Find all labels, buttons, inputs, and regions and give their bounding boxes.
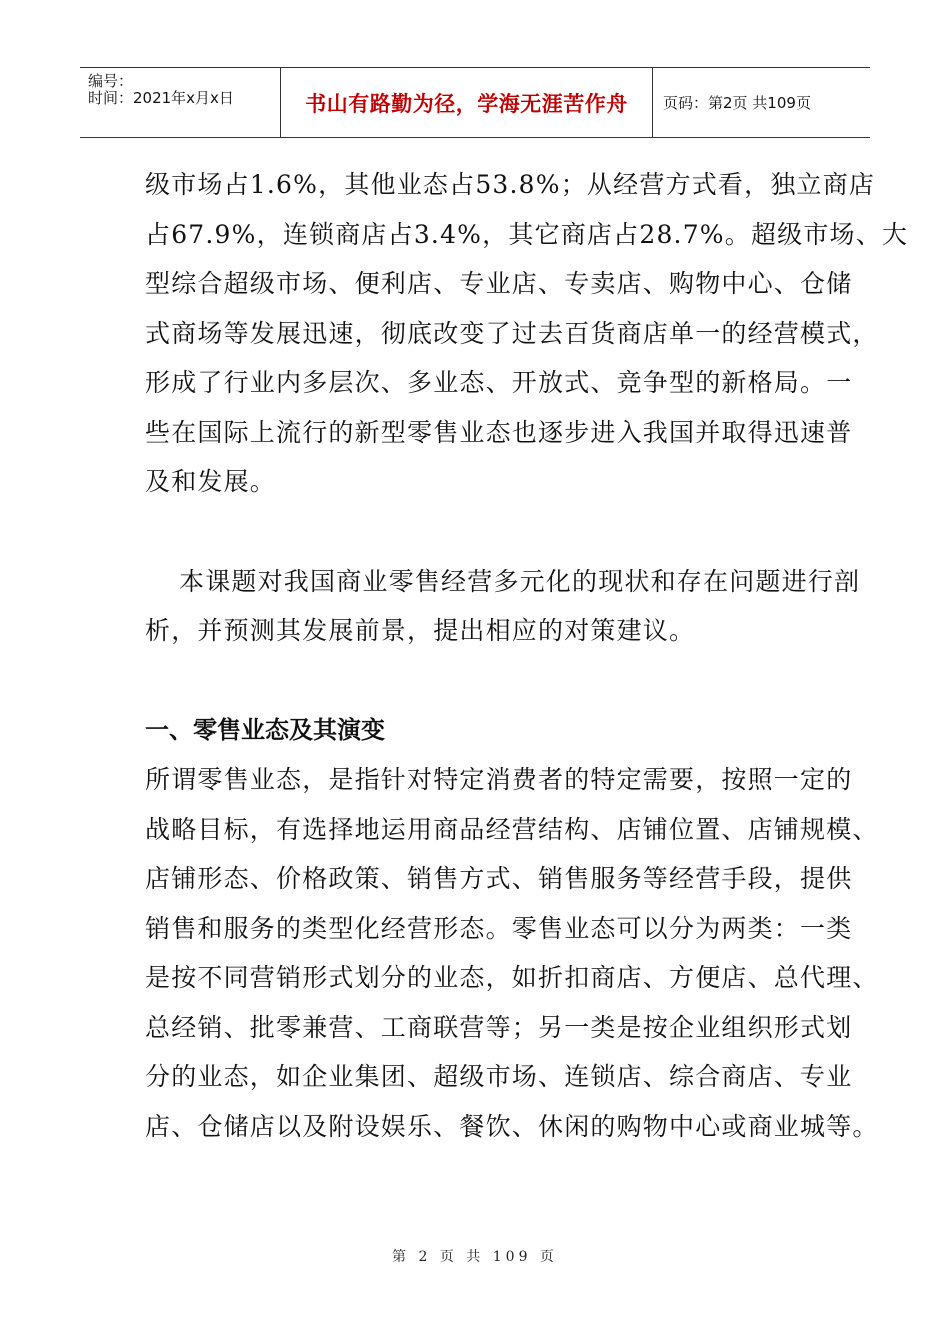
- header-motto-cell: [281, 68, 653, 137]
- motto-text: 书山有路勤为径，学海无涯苦作舟: [305, 91, 628, 116]
- section-heading: 一、零售业态及其演变: [145, 715, 385, 744]
- paragraph-line: 及和发展。: [145, 467, 277, 496]
- paragraph-line: 分的业态，如企业集团、超级市场、连锁店、综合商店、专业: [145, 1062, 853, 1091]
- document-header: [80, 67, 870, 138]
- paragraph-gap: [145, 656, 845, 706]
- paragraph-line: 型综合超级市场、便利店、专业店、专卖店、购物中心、仓储: [145, 269, 853, 298]
- paragraph-line: 战略目标，有选择地运用商品经营结构、店铺位置、店铺规模、: [145, 814, 879, 844]
- paragraph-line: 总经销、批零兼营、工商联营等；另一类是按企业组织形式划: [145, 1012, 853, 1042]
- paragraph-line: 店、仓储店以及附设娱乐、餐饮、休闲的购物中心或商业城等。: [145, 1111, 879, 1141]
- page-info-text: 页码：第2页 共109页: [663, 94, 811, 112]
- paragraph-line: 本课题对我国商业零售经营多元化的现状和存在问题进行剖: [179, 566, 861, 596]
- paragraph-line: 是按不同营销形式划分的业态，如折扣商店、方便店、总代理、: [145, 963, 879, 992]
- date-label: 时间：2021年x月x日: [88, 89, 234, 107]
- paragraph-3: [145, 755, 879, 1151]
- paragraph-line: 店铺形态、价格政策、销售方式、销售服务等经营手段，提供: [145, 864, 853, 893]
- paragraph-gap: [145, 507, 845, 557]
- paragraph-line: 所谓零售业态，是指针对特定消费者的特定需要，按照一定的: [145, 765, 853, 794]
- paragraph-line: 级市场占1.6%，其他业态占53.8%；从经营方式看，独立商店: [145, 170, 876, 199]
- footer-page-number: 第 2 页 共 109 页: [392, 1249, 558, 1265]
- paragraph-1: [145, 160, 909, 507]
- paragraph-line: 销售和服务的类型化经营形态。零售业态可以分为两类：一类: [145, 913, 853, 943]
- serial-number-label: 编号：: [88, 72, 134, 90]
- paragraph-line: 形成了行业内多层次、多业态、开放式、竞争型的新格局。一: [145, 368, 853, 397]
- document-body: [145, 160, 909, 1151]
- paragraph-line: 析，并预测其发展前景，提出相应的对策建议。: [145, 616, 696, 645]
- paragraph-line: 些在国际上流行的新型零售业态也逐步进入我国并取得迅速普: [145, 417, 853, 447]
- paragraph-2: [145, 557, 861, 656]
- page-footer: [0, 1246, 950, 1266]
- header-page-cell: [653, 68, 870, 137]
- header-meta-cell: [80, 68, 281, 137]
- paragraph-line: 式商场等发展迅速，彻底改变了过去百货商店单一的经营模式，: [145, 318, 879, 348]
- paragraph-line: 占67.9%，连锁商店占3.4%，其它商店占28.7%。超级市场、大: [145, 219, 909, 249]
